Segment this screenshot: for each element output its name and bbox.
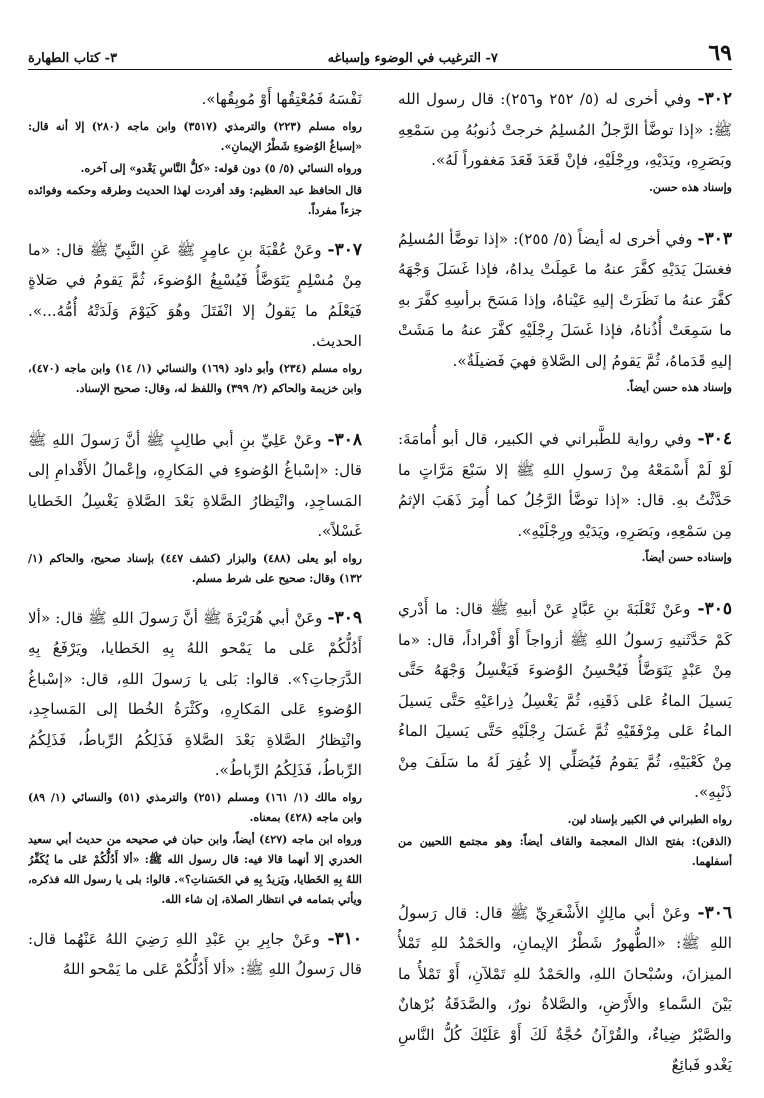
hadith-number: ٣٠٨- <box>327 429 362 450</box>
hadith-text: نَفْسَهُ فَمُعْتِقُها أَوْ مُوبِقُها». <box>201 90 362 108</box>
hadith-304 <box>398 424 732 546</box>
word-note: (الذقن): بفتح الذال المعجمة والقاف أيضاً: وهو مجتمع اللحيين من أسفلهما. <box>398 834 732 868</box>
hadith-number: ٣٠٢- <box>697 89 732 109</box>
hadith-text: وعَنْ أبي هُرَيْرَةَ ﷺ أنَّ رَسولَ اللهِ ﷺ قال: «ألا أَدُلُّكُمْ عَلى ما يَمْحو اللهُ بِهِ الخَطايا، ويَرْفَعُ بِهِ الدَّرَجاتِ؟». قالوا: بَلى يا رَسولَ اللهِ، قال: «إسْباغُ الوُضوءِ عَلى المَكارِهِ، وكَثْرَةُ الخُطا إلى المَساجِدِ، وانْتِظارُ الصَّلاةِ بَعْدَ الصَّلاةِ فَذَلِكُمُ الرِّباطُ، فَذَلِكُمُ الرِّباطُ، فَذَلِكُمُ الرِّباطُ». <box>28 608 362 779</box>
hadith-source: وإسناد هذه حسن أيضاً. <box>626 381 732 394</box>
author-note: قال الحافظ عبد العظيم: وقد أفردت لهذا الحديث وطرقه وحكمه وفوائده جزءاً مفرداً. <box>28 183 362 217</box>
page-number: ٦٩ <box>708 40 732 66</box>
hadith-source: ورواه ابن ماجه (٤٢٧) أيضاً، وابن حبان في صحيحه من حديث أبي سعيد الخدري إلا أنهما قالا فيه: قال رسول الله ﷺ: «ألا أَدُلُّكُمْ عَلى ما يُكَفِّرُ اللهُ بِهِ الخَطايا، ويَزيدُ بِهِ في الحَسَناتِ؟». قالوا: بلى يا رسول الله فذكره، ويأتي بتمامه في انتظار الصلاة، إن شاء الله. <box>28 832 362 906</box>
hadith-310 <box>28 924 362 985</box>
hadith-305 <box>398 594 732 808</box>
hadith-text: وعَنْ عُقْبَةَ بنِ عامِرٍ ﷺ عَنِ النَّبِيِّ ﷺ قال: «ما مِنْ مُسْلِمٍ يَتَوَضَّأُ فَيُسْبِغُ الوُضوءَ، ثُمَّ يَقومُ في صَلاةٍ فَيَعْلَمُ ما يَقولُ إلا انْفَتَلَ وهُوَ كَيَوْمَ وَلَدَتْهُ أُمُّهُ...». الحديث. <box>28 240 362 350</box>
hadith-text: وعَنْ عَلِيِّ بنِ أبي طالِبٍ ﷺ أنَّ رَسولَ اللهِ ﷺ قال: «إسْباغُ الوُضوءِ في المَكارِهِ، وإعْمالُ الأَقْدامِ إلى المَساجِدِ، وانْتِظارُ الصَّلاةِ بَعْدَ الصَّلاةِ يَغْسِلُ الخَطايا غَسْلاً». <box>28 430 362 540</box>
right-column <box>398 84 732 1084</box>
hadith-source: وإسناده حسن أيضاً. <box>641 551 732 564</box>
hadith-source: رواه أبو يعلى (٤٨٨) والبزار (كشف ٤٤٧) بإسناد صحيح، والحاكم (١/ ١٣٢) وقال: صحيح على شرط مسلم. <box>28 551 362 585</box>
hadith-source: ورواه النسائي (٥/ ٥) دون قوله: «كلُّ النَّاسِ يَغْدو» إلى آخره. <box>80 161 362 175</box>
hadith-306-continued <box>28 84 362 115</box>
hadith-source: رواه مسلم (٢٢٣) والترمذي (٣٥١٧) وابن ماجه (٢٨٠) إلا أنه قال: «إسباغُ الوُضوءِ شَطْرُ الإيمانِ». <box>28 119 362 153</box>
hadith-302 <box>398 84 732 176</box>
hadith-number: ٣٠٦- <box>697 902 732 923</box>
hadith-text: وفي أخرى له (٥/ ٢٥٢ و٢٥٦): قال رسول الله ﷺ: «إذا توضَّأ الرَّجلُ المُسلِمُ خرجتْ ذُنوبُهُ مِن سَمْعِهِ وبَصَرِهِ، ويَدَيْهِ، ورِجْلَيْهِ، فإنْ قَعَدَ قَعَدَ مَغفوراً لَهُ». <box>398 90 732 169</box>
hadith-source: رواه مسلم (٢٣٤) وأبو داود (١٦٩) والنسائي (١/ ١٤) وابن ماجه (٤٧٠)، وابن خزيمة والحاكم (٢/ ٣٩٩) واللفظ له، وقال: صحيح الإسناد. <box>28 361 362 395</box>
book-title: ٣- كتاب الطهارة <box>28 51 118 66</box>
hadith-306 <box>398 898 732 1081</box>
hadith-text: وعَنْ ثَعْلَبَةَ بنِ عَبَّادٍ عَنْ أبيهِ ﷺ قال: ما أَدْري كَمْ حَدَّثَنيهِ رَسولُ اللهِ ﷺ أزواجاً أَوْ أَفْراداً، قال: «ما مِنْ عَبْدٍ يَتَوَضَّأُ فَيُحْسِنُ الوُضوءَ فَيَغْسِلُ وَجْهَهُ حَتَّى يَسيلَ الماءُ عَلى ذَقَنِهِ، ثُمَّ يَغْسِلُ ذِراعَيْهِ حَتَّى يَسيلَ الماءُ عَلى مِرْفَقَيْهِ ثُمَّ غَسَلَ رِجْلَيْهِ حَتَّى يَسيلَ الماءُ مِنْ كَعْبَيْهِ، ثُمَّ يَقومُ فَيُصَلِّي إلا غُفِرَ لَهُ ما سَلَفَ مِنْ ذَنْبِهِ». <box>398 600 732 801</box>
hadith-source: رواه مالك (١/ ١٦١) ومسلم (٢٥١) والترمذي (٥١) والنسائي (١/ ٨٩) وابن ماجه (٤٢٨) بمعناه. <box>28 790 362 824</box>
hadith-309 <box>28 603 362 786</box>
hadith-number: ٣١٠- <box>327 928 362 949</box>
hadith-source: وإسناد هذه حسن. <box>649 180 732 194</box>
hadith-text: وفي رواية للطَّبراني في الكبير، قال أبو أُمامَةَ: لَوْ لَمْ أَسْمَعْهُ مِنْ رَسولِ اللهِ ﷺ إلا سَبْعَ مَرَّاتٍ ما حَدَّثْتُ بهِ. قال: «إذا توضَّأ الرَّجُلُ كما أُمِرَ ذَهَبَ الإثمُ مِن سَمْعِهِ، وبَصَرِهِ، ويَدَيْهِ ورِجْلَيْهِ». <box>398 430 732 540</box>
hadith-number: ٣٠٤- <box>697 429 732 449</box>
hadith-text: وعَنْ أبي مالِكٍ الأَشْعَرِيِّ ﷺ قال: قال رَسولُ اللهِ ﷺ: «الطُّهورُ شَطْرُ الإيمانِ، والحَمْدُ للهِ تَمْلأُ الميزانَ، وسُبْحانَ اللهِ، والحَمْدُ للهِ تَمْلآنِ، أَوْ تَمْلأُ ما بَيْنَ السَّماءِ والأَرْضِ، والصَّلاةُ نورٌ، والصَّدَقَةُ بُرْهانٌ والصَّبْرُ ضِياءٌ، والقُرْآنُ حُجَّةٌ لَكَ أَوْ عَلَيْكَ كُلُّ النَّاسِ يَغْدو فَبائِعٌ <box>398 903 732 1074</box>
hadith-number: ٣٠٥- <box>697 599 732 619</box>
hadith-text: وعَنْ جابِرِ بنِ عَبْدِ اللهِ رَضِيَ اللهُ عَنْهُما قال: قال رَسولُ اللهِ ﷺ: «ألا أَدُلُّكُمْ عَلى ما يَمْحو اللهُ <box>28 929 362 978</box>
chapter-title: ٧- الترغيب في الوضوء وإسباغه <box>327 51 498 66</box>
page-header <box>28 40 732 70</box>
hadith-number: ٣٠٣- <box>697 228 732 249</box>
hadith-text: وفي أخرى له أيضاً (٥/ ٢٥٥): «إذا توضَّأ المُسلِمُ فغسَلَ يَدَيْهِ كفَّرَ عنهُ ما عَمِلَتْ يداهُ، فإذا غَسَلَ وَجْهَهُ كفَّرَ عنهُ ما نَظَرَتْ إليهِ عَيْناهُ، وإذا مَسَحَ برأسِهِ كفَّرَ بهِ ما سَمِعَتْ أُذُناهُ، فإذا غَسَلَ رِجْلَيْهِ كفَّرَ عنهُ ما مَشَتْ إليهِ قَدَماهُ، ثُمَّ يَقومُ إلى الصَّلاةِ فهيَ فَضيلَةٌ». <box>398 229 732 370</box>
hadith-307 <box>28 235 362 357</box>
hadith-number: ٣٠٩- <box>327 607 362 628</box>
hadith-source: رواه الطبراني في الكبير بإسناد لين. <box>567 812 732 826</box>
left-column <box>28 84 362 1084</box>
hadith-number: ٣٠٧- <box>327 239 362 260</box>
hadith-308 <box>28 425 362 547</box>
hadith-303 <box>398 224 732 377</box>
